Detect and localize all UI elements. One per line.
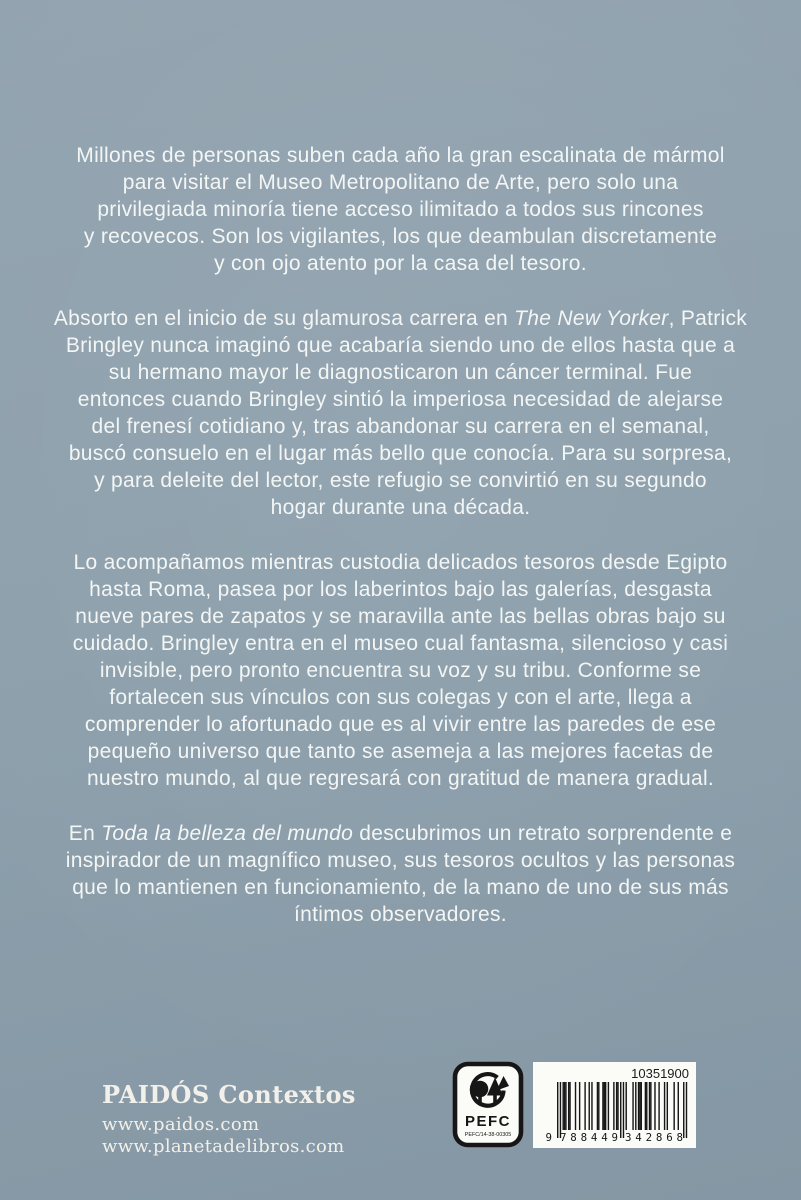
text-line: y para deleite del lector, este refugio se convirtió en su segundo xyxy=(94,469,707,492)
text-line: Absorto en el inicio de su glamurosa carrera en The New Yorker, Patrick xyxy=(53,307,748,330)
text-line: entonces cuando Bringley sintió la imperiosa necesidad de alejarse xyxy=(77,388,724,411)
pefc-label: PEFC xyxy=(464,1113,512,1130)
text-line: Bringley nunca imaginó que acabaría siendo uno de ellos hasta que a xyxy=(65,334,736,357)
text-line: Lo acompañamos mientras custodia delicados tesoros desde Egipto xyxy=(73,551,728,574)
isbn-digits-right: 342868 xyxy=(625,1131,683,1144)
text-line: nueve pares de zapatos y se maravilla ante las bellas obras bajo su xyxy=(75,605,726,628)
text-line: su hermano mayor le diagnosticaron un cáncer terminal. Fue xyxy=(108,361,693,384)
publisher-url-paidos: www.paidos.com xyxy=(102,1114,260,1135)
text-line: íntimos observadores. xyxy=(294,903,507,926)
isbn-digit-first: 9 xyxy=(545,1131,552,1144)
text-line: invisible, pero pronto encuentra su voz y su tribu. Conforme se xyxy=(99,659,702,682)
text-line: En Toda la belleza del mundo descubrimos un retrato sorprendente e xyxy=(68,822,733,845)
text-line: y con ojo atento por la casa del tesoro. xyxy=(214,252,587,275)
text-line: pequeño universo que tanto se asemeja a las mejores facetas de xyxy=(87,740,714,763)
text-line: que lo mantienen en funcionamiento, de la mano de uno de sus más xyxy=(72,876,729,899)
text-line: para visitar el Museo Metropolitano de Arte, pero solo una xyxy=(122,171,679,194)
text-line: inspirador de un magnífico museo, sus tesoros ocultos y las personas xyxy=(65,849,736,872)
text-line: nuestro mundo, al que regresará con gratitud de manera gradual. xyxy=(86,767,715,790)
synopsis-text xyxy=(0,142,801,956)
synopsis-paragraph xyxy=(0,549,801,792)
text-line: cuidado. Bringley entra en el museo cual fantasma, silencioso y casi xyxy=(72,632,729,655)
text-line: comprender lo afortunado que es al vivir entre las paredes de ese xyxy=(84,713,717,736)
text-line: buscó consuelo en el lugar más bello que conocía. Para su sorpresa, xyxy=(68,442,733,465)
pefc-logo xyxy=(452,1061,524,1148)
text-line: del frenesí cotidiano y, tras abandonar su carrera en el semanal, xyxy=(91,415,710,438)
pefc-cert-code: PEFC/14-38-00305 xyxy=(464,1132,512,1138)
text-line: hasta Roma, pasea por los laberintos bajo las galerías, desgasta xyxy=(89,578,712,601)
synopsis-paragraph xyxy=(0,305,801,521)
text-line: Millones de personas suben cada año la gran escalinata de mármol xyxy=(76,144,725,167)
text-line: hogar durante una década. xyxy=(270,496,531,519)
barcode-panel xyxy=(533,1062,696,1148)
text-line: privilegiada minoría tiene acceso ilimitado a todos sus rincones xyxy=(97,198,704,221)
text-line: y recovecos. Son los vigilantes, los que deambulan discretamente xyxy=(83,225,718,248)
barcode-isbn-digits xyxy=(545,1131,683,1144)
barcode-product-number: 10351900 xyxy=(631,1066,689,1081)
publisher-imprint: PAIDÓS Contextos xyxy=(102,1080,356,1109)
synopsis-paragraph xyxy=(0,142,801,277)
isbn-digits-left: 788449 xyxy=(560,1131,618,1144)
publisher-url-planetadelibros: www.planetadelibros.com xyxy=(102,1136,345,1157)
text-line: fortalecen sus vínculos con sus colegas y con el arte, llega a xyxy=(109,686,692,709)
publisher-block xyxy=(102,1082,356,1158)
synopsis-paragraph xyxy=(0,820,801,928)
